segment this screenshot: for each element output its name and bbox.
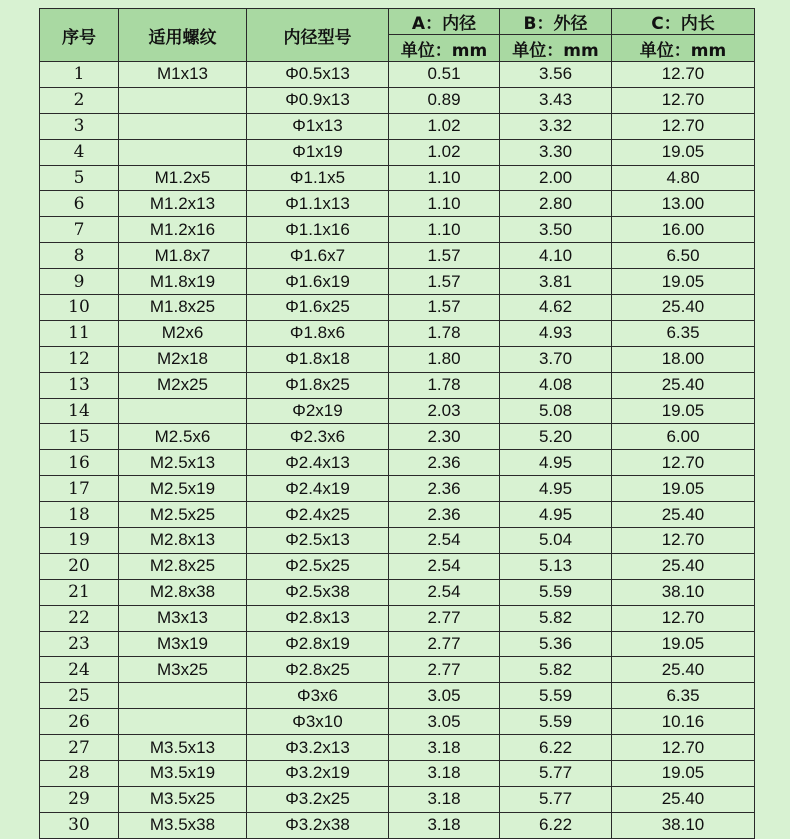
thread-cell xyxy=(119,139,247,165)
serial-number-cell: 7 xyxy=(40,217,119,243)
insert-spec-table xyxy=(39,8,755,839)
inner-diameter-cell: 0.51 xyxy=(389,62,500,88)
inner-length-cell: 25.40 xyxy=(612,502,755,528)
inner-diameter-cell: 2.54 xyxy=(389,579,500,605)
thread-cell: M3.5x13 xyxy=(119,735,247,761)
outer-diameter-cell: 3.81 xyxy=(500,269,612,295)
inner-diameter-cell: 2.77 xyxy=(389,657,500,683)
header-applicable-thread: 适用螺纹 xyxy=(119,9,247,62)
model-cell: Φ1.1x5 xyxy=(247,165,389,191)
outer-diameter-cell: 3.70 xyxy=(500,346,612,372)
model-cell: Φ3x10 xyxy=(247,709,389,735)
serial-number-cell: 5 xyxy=(40,165,119,191)
inner-diameter-cell: 2.54 xyxy=(389,553,500,579)
inner-diameter-cell: 2.36 xyxy=(389,476,500,502)
serial-number-cell: 13 xyxy=(40,372,119,398)
outer-diameter-cell: 4.95 xyxy=(500,502,612,528)
thread-cell: M1.2x13 xyxy=(119,191,247,217)
header-inner-diameter: A：内径 xyxy=(389,9,500,35)
model-cell: Φ2.5x25 xyxy=(247,553,389,579)
inner-diameter-cell: 1.57 xyxy=(389,269,500,295)
table-row xyxy=(40,579,755,605)
model-cell: Φ1x19 xyxy=(247,139,389,165)
inner-length-cell: 19.05 xyxy=(612,761,755,787)
table-row xyxy=(40,372,755,398)
inner-length-cell: 12.70 xyxy=(612,450,755,476)
serial-number-cell: 23 xyxy=(40,631,119,657)
inner-length-cell: 6.35 xyxy=(612,683,755,709)
thread-cell xyxy=(119,709,247,735)
model-cell: Φ0.9x13 xyxy=(247,87,389,113)
serial-number-cell: 3 xyxy=(40,113,119,139)
outer-diameter-cell: 2.00 xyxy=(500,165,612,191)
inner-diameter-cell: 3.18 xyxy=(389,812,500,838)
serial-number-cell: 18 xyxy=(40,502,119,528)
model-cell: Φ2x19 xyxy=(247,398,389,424)
model-cell: Φ0.5x13 xyxy=(247,62,389,88)
outer-diameter-cell: 5.59 xyxy=(500,579,612,605)
inner-length-cell: 12.70 xyxy=(612,62,755,88)
inner-diameter-cell: 2.36 xyxy=(389,502,500,528)
model-cell: Φ1.1x13 xyxy=(247,191,389,217)
model-cell: Φ1.8x6 xyxy=(247,320,389,346)
outer-diameter-cell: 4.62 xyxy=(500,295,612,321)
serial-number-cell: 25 xyxy=(40,683,119,709)
thread-cell: M3.5x38 xyxy=(119,812,247,838)
table-row xyxy=(40,295,755,321)
inner-length-cell: 6.35 xyxy=(612,320,755,346)
thread-cell: M3.5x19 xyxy=(119,761,247,787)
outer-diameter-cell: 4.95 xyxy=(500,450,612,476)
table-row xyxy=(40,735,755,761)
inner-length-cell: 12.70 xyxy=(612,87,755,113)
serial-number-cell: 2 xyxy=(40,87,119,113)
thread-cell: M3.5x25 xyxy=(119,786,247,812)
outer-diameter-cell: 6.22 xyxy=(500,812,612,838)
thread-cell: M2x25 xyxy=(119,372,247,398)
thread-cell: M1.2x5 xyxy=(119,165,247,191)
table-row xyxy=(40,217,755,243)
inner-length-cell: 19.05 xyxy=(612,476,755,502)
thread-cell xyxy=(119,113,247,139)
outer-diameter-cell: 2.80 xyxy=(500,191,612,217)
inner-diameter-cell: 1.02 xyxy=(389,113,500,139)
model-cell: Φ2.5x13 xyxy=(247,528,389,554)
model-cell: Φ1x13 xyxy=(247,113,389,139)
serial-number-cell: 17 xyxy=(40,476,119,502)
inner-diameter-cell: 3.18 xyxy=(389,735,500,761)
serial-number-cell: 20 xyxy=(40,553,119,579)
inner-length-cell: 25.40 xyxy=(612,295,755,321)
table-row xyxy=(40,165,755,191)
serial-number-cell: 22 xyxy=(40,605,119,631)
serial-number-cell: 24 xyxy=(40,657,119,683)
model-cell: Φ3x6 xyxy=(247,683,389,709)
table-row xyxy=(40,139,755,165)
inner-diameter-cell: 1.10 xyxy=(389,165,500,191)
outer-diameter-cell: 5.82 xyxy=(500,657,612,683)
outer-diameter-cell: 4.95 xyxy=(500,476,612,502)
outer-diameter-cell: 3.56 xyxy=(500,62,612,88)
inner-diameter-cell: 2.03 xyxy=(389,398,500,424)
outer-diameter-cell: 5.59 xyxy=(500,709,612,735)
model-cell: Φ1.6x25 xyxy=(247,295,389,321)
thread-cell xyxy=(119,87,247,113)
serial-number-cell: 10 xyxy=(40,295,119,321)
thread-cell: M2.5x6 xyxy=(119,424,247,450)
table-row xyxy=(40,269,755,295)
thread-cell xyxy=(119,398,247,424)
serial-number-cell: 19 xyxy=(40,528,119,554)
inner-length-cell: 25.40 xyxy=(612,786,755,812)
serial-number-cell: 8 xyxy=(40,243,119,269)
inner-length-cell: 19.05 xyxy=(612,398,755,424)
inner-length-cell: 25.40 xyxy=(612,372,755,398)
thread-cell: M3x19 xyxy=(119,631,247,657)
inner-length-cell: 16.00 xyxy=(612,217,755,243)
thread-cell: M1.8x19 xyxy=(119,269,247,295)
inner-length-cell: 6.00 xyxy=(612,424,755,450)
serial-number-cell: 9 xyxy=(40,269,119,295)
outer-diameter-cell: 5.36 xyxy=(500,631,612,657)
inner-length-cell: 13.00 xyxy=(612,191,755,217)
inner-length-cell: 6.50 xyxy=(612,243,755,269)
table-row xyxy=(40,87,755,113)
inner-length-cell: 19.05 xyxy=(612,139,755,165)
model-cell: Φ2.5x38 xyxy=(247,579,389,605)
inner-length-cell: 12.70 xyxy=(612,735,755,761)
table-row xyxy=(40,683,755,709)
inner-diameter-cell: 3.05 xyxy=(389,709,500,735)
inner-length-cell: 10.16 xyxy=(612,709,755,735)
inner-diameter-cell: 1.78 xyxy=(389,320,500,346)
serial-number-cell: 16 xyxy=(40,450,119,476)
outer-diameter-cell: 5.08 xyxy=(500,398,612,424)
serial-number-cell: 1 xyxy=(40,62,119,88)
thread-cell: M1.2x16 xyxy=(119,217,247,243)
outer-diameter-cell: 6.22 xyxy=(500,735,612,761)
outer-diameter-cell: 5.77 xyxy=(500,761,612,787)
inner-length-cell: 19.05 xyxy=(612,631,755,657)
outer-diameter-cell: 5.59 xyxy=(500,683,612,709)
thread-cell: M1.8x25 xyxy=(119,295,247,321)
header-serial-number: 序号 xyxy=(40,9,119,62)
model-cell: Φ1.1x16 xyxy=(247,217,389,243)
inner-diameter-cell: 1.10 xyxy=(389,217,500,243)
inner-length-cell: 25.40 xyxy=(612,553,755,579)
serial-number-cell: 11 xyxy=(40,320,119,346)
table-row xyxy=(40,476,755,502)
model-cell: Φ1.8x25 xyxy=(247,372,389,398)
inner-length-cell: 38.10 xyxy=(612,812,755,838)
inner-diameter-cell: 1.57 xyxy=(389,295,500,321)
unit-label-a: 单位：mm xyxy=(389,35,500,62)
table-row xyxy=(40,553,755,579)
outer-diameter-cell: 5.77 xyxy=(500,786,612,812)
outer-diameter-cell: 5.13 xyxy=(500,553,612,579)
inner-length-cell: 4.80 xyxy=(612,165,755,191)
inner-diameter-cell: 1.78 xyxy=(389,372,500,398)
thread-cell: M2.8x13 xyxy=(119,528,247,554)
outer-diameter-cell: 5.20 xyxy=(500,424,612,450)
table-row xyxy=(40,761,755,787)
serial-number-cell: 28 xyxy=(40,761,119,787)
thread-cell: M2.5x19 xyxy=(119,476,247,502)
table-row xyxy=(40,605,755,631)
inner-diameter-cell: 2.77 xyxy=(389,605,500,631)
serial-number-cell: 4 xyxy=(40,139,119,165)
table-row xyxy=(40,424,755,450)
thread-cell: M2x18 xyxy=(119,346,247,372)
model-cell: Φ2.8x13 xyxy=(247,605,389,631)
inner-diameter-cell: 1.80 xyxy=(389,346,500,372)
unit-label-c: 单位：mm xyxy=(612,35,755,62)
serial-number-cell: 21 xyxy=(40,579,119,605)
table-row xyxy=(40,346,755,372)
model-cell: Φ2.4x13 xyxy=(247,450,389,476)
thread-cell: M3x25 xyxy=(119,657,247,683)
serial-number-cell: 14 xyxy=(40,398,119,424)
outer-diameter-cell: 4.93 xyxy=(500,320,612,346)
model-cell: Φ3.2x13 xyxy=(247,735,389,761)
model-cell: Φ2.3x6 xyxy=(247,424,389,450)
table-row xyxy=(40,243,755,269)
table-row xyxy=(40,502,755,528)
outer-diameter-cell: 4.08 xyxy=(500,372,612,398)
table-row xyxy=(40,812,755,838)
serial-number-cell: 26 xyxy=(40,709,119,735)
inner-length-cell: 12.70 xyxy=(612,113,755,139)
inner-diameter-cell: 2.30 xyxy=(389,424,500,450)
model-cell: Φ3.2x38 xyxy=(247,812,389,838)
serial-number-cell: 6 xyxy=(40,191,119,217)
thread-cell xyxy=(119,683,247,709)
table-row xyxy=(40,191,755,217)
serial-number-cell: 30 xyxy=(40,812,119,838)
unit-label-b: 单位：mm xyxy=(500,35,612,62)
inner-diameter-cell: 3.18 xyxy=(389,786,500,812)
table-body xyxy=(40,62,755,839)
model-cell: Φ2.8x19 xyxy=(247,631,389,657)
outer-diameter-cell: 4.10 xyxy=(500,243,612,269)
model-cell: Φ1.8x18 xyxy=(247,346,389,372)
table-row xyxy=(40,786,755,812)
inner-diameter-cell: 2.77 xyxy=(389,631,500,657)
table-row xyxy=(40,631,755,657)
thread-cell: M2.8x38 xyxy=(119,579,247,605)
inner-diameter-cell: 3.05 xyxy=(389,683,500,709)
inner-diameter-cell: 2.36 xyxy=(389,450,500,476)
header-inner-model: 内径型号 xyxy=(247,9,389,62)
model-cell: Φ2.8x25 xyxy=(247,657,389,683)
outer-diameter-cell: 3.30 xyxy=(500,139,612,165)
inner-length-cell: 25.40 xyxy=(612,657,755,683)
inner-diameter-cell: 3.18 xyxy=(389,761,500,787)
inner-diameter-cell: 0.89 xyxy=(389,87,500,113)
inner-diameter-cell: 1.10 xyxy=(389,191,500,217)
table-row xyxy=(40,398,755,424)
outer-diameter-cell: 3.50 xyxy=(500,217,612,243)
thread-cell: M1.8x7 xyxy=(119,243,247,269)
table-header xyxy=(40,9,755,62)
header-inner-length: C：内长 xyxy=(612,9,755,35)
serial-number-cell: 27 xyxy=(40,735,119,761)
table-row xyxy=(40,657,755,683)
serial-number-cell: 29 xyxy=(40,786,119,812)
table-row xyxy=(40,709,755,735)
inner-length-cell: 18.00 xyxy=(612,346,755,372)
thread-cell: M2.5x25 xyxy=(119,502,247,528)
table-row xyxy=(40,62,755,88)
serial-number-cell: 15 xyxy=(40,424,119,450)
table-row xyxy=(40,450,755,476)
model-cell: Φ2.4x25 xyxy=(247,502,389,528)
inner-length-cell: 38.10 xyxy=(612,579,755,605)
table-row xyxy=(40,113,755,139)
model-cell: Φ3.2x25 xyxy=(247,786,389,812)
table-row xyxy=(40,320,755,346)
thread-cell: M3x13 xyxy=(119,605,247,631)
inner-length-cell: 12.70 xyxy=(612,605,755,631)
thread-cell: M2.5x13 xyxy=(119,450,247,476)
serial-number-cell: 12 xyxy=(40,346,119,372)
thread-cell: M2x6 xyxy=(119,320,247,346)
outer-diameter-cell: 3.43 xyxy=(500,87,612,113)
model-cell: Φ1.6x7 xyxy=(247,243,389,269)
inner-diameter-cell: 2.54 xyxy=(389,528,500,554)
inner-diameter-cell: 1.02 xyxy=(389,139,500,165)
header-outer-diameter: B：外径 xyxy=(500,9,612,35)
outer-diameter-cell: 3.32 xyxy=(500,113,612,139)
model-cell: Φ3.2x19 xyxy=(247,761,389,787)
thread-cell: M2.8x25 xyxy=(119,553,247,579)
model-cell: Φ1.6x19 xyxy=(247,269,389,295)
header-row xyxy=(40,9,755,35)
inner-length-cell: 19.05 xyxy=(612,269,755,295)
outer-diameter-cell: 5.04 xyxy=(500,528,612,554)
table-row xyxy=(40,528,755,554)
inner-length-cell: 12.70 xyxy=(612,528,755,554)
thread-cell: M1x13 xyxy=(119,62,247,88)
model-cell: Φ2.4x19 xyxy=(247,476,389,502)
outer-diameter-cell: 5.82 xyxy=(500,605,612,631)
inner-diameter-cell: 1.57 xyxy=(389,243,500,269)
